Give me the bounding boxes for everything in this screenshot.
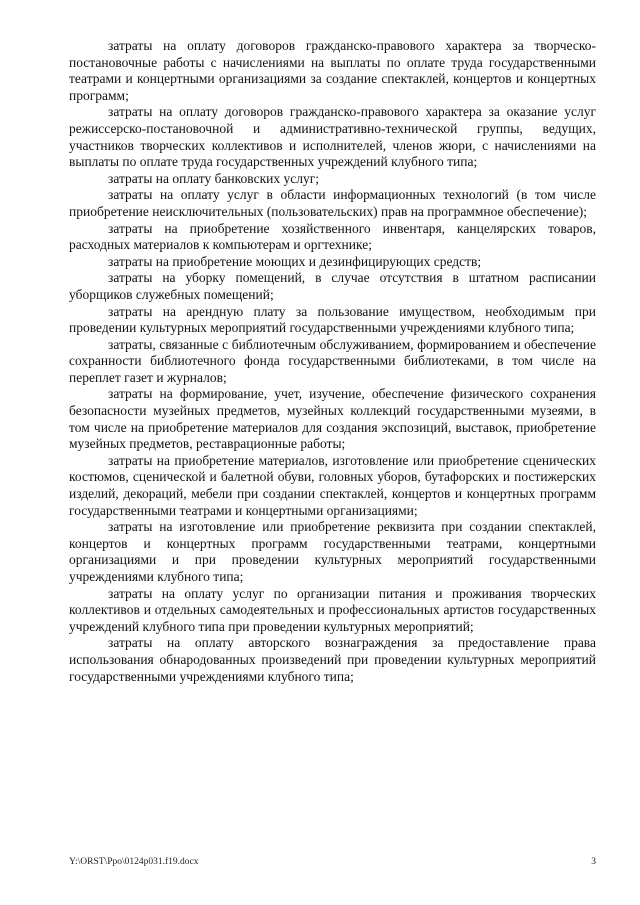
paragraph: затраты на оплату банковских услуг; — [108, 170, 319, 186]
paragraph: затраты на приобретение моющих и дезинфицирующих средств; — [108, 253, 482, 269]
page-number: 3 — [591, 857, 596, 867]
paragraph: затраты на приобретение хозяйственного инвентаря, канцелярских товаров, расходных материалов к компьютерам и оргтехнике; — [69, 220, 596, 253]
paragraph: затраты на оплату услуг по организации питания и проживания творческих коллективов и отдельных самодеятельных и профессиональных артистов государственных учреждений клубного типа при проведении культурных мероприятий; — [69, 585, 596, 634]
paragraph: затраты на уборку помещений, в случае отсутствия в штатном расписании уборщиков служебных помещений; — [69, 270, 596, 302]
paragraph: затраты, связанные с библиотечным обслуживанием, формированием и обеспечение сохранности библиотечного фонда государственными библиотеками, в том числе на переплет газет и журналов; — [69, 336, 596, 385]
paragraph: затраты на приобретение материалов, изготовление или приобретение сценических костюмов, сценической и балетной обуви, головных уборов, бутафорских и постижерских изделий, декораций, мебели при создании спектаклей, концертов и концертных программ государственными театрами и концертными организациями; — [69, 452, 596, 518]
paragraph: затраты на формирование, учет, изучение, обеспечение физического сохранения безопасности музейных предметов, музейных коллекций государственными музеями, в том числе на приобретение материалов для создания экспозиций, выставок, приобретение музейных предметов, реставрационные работы; — [69, 386, 596, 452]
paragraph: затраты на оплату договоров гражданско-правового характера за творческо-постановочные работы с начислениями на выплаты по оплате труда государственными театрами и концертными организациями за создание спектаклей, концертов и концертных программ; — [69, 38, 596, 103]
document-body — [69, 38, 596, 685]
paragraph: затраты на оплату услуг в области информационных технологий (в том числе приобретение неисключительных (пользовательских) прав на программное обеспечение); — [69, 187, 596, 219]
paragraph: затраты на арендную плату за пользование имуществом, необходимым при проведении культурных мероприятий государственными учреждениями клубного типа; — [69, 303, 596, 336]
footer-file-path: Y:\ORST\Ppo\0124p031.f19.docx — [69, 857, 199, 867]
paragraph: затраты на изготовление или приобретение реквизита при создании спектаклей, концертов и концертных программ государственными театрами, концертными организациями и при проведении культурных мероприятий государственными учреждениями клубного типа; — [69, 519, 596, 584]
paragraph: затраты на оплату договоров гражданско-правового характера за оказание услуг режиссерско-постановочной и административно-технической группы, ведущих, участников творческих коллективов и исполнителей, членов жюри, с начислениями на выплаты по оплате труда государственных учреждений клубного типа; — [69, 104, 596, 170]
paragraph: затраты на оплату авторского вознаграждения за предоставление права использования обнародованных произведений при проведении культурных мероприятий государственными учреждениями клубного типа; — [69, 635, 596, 684]
